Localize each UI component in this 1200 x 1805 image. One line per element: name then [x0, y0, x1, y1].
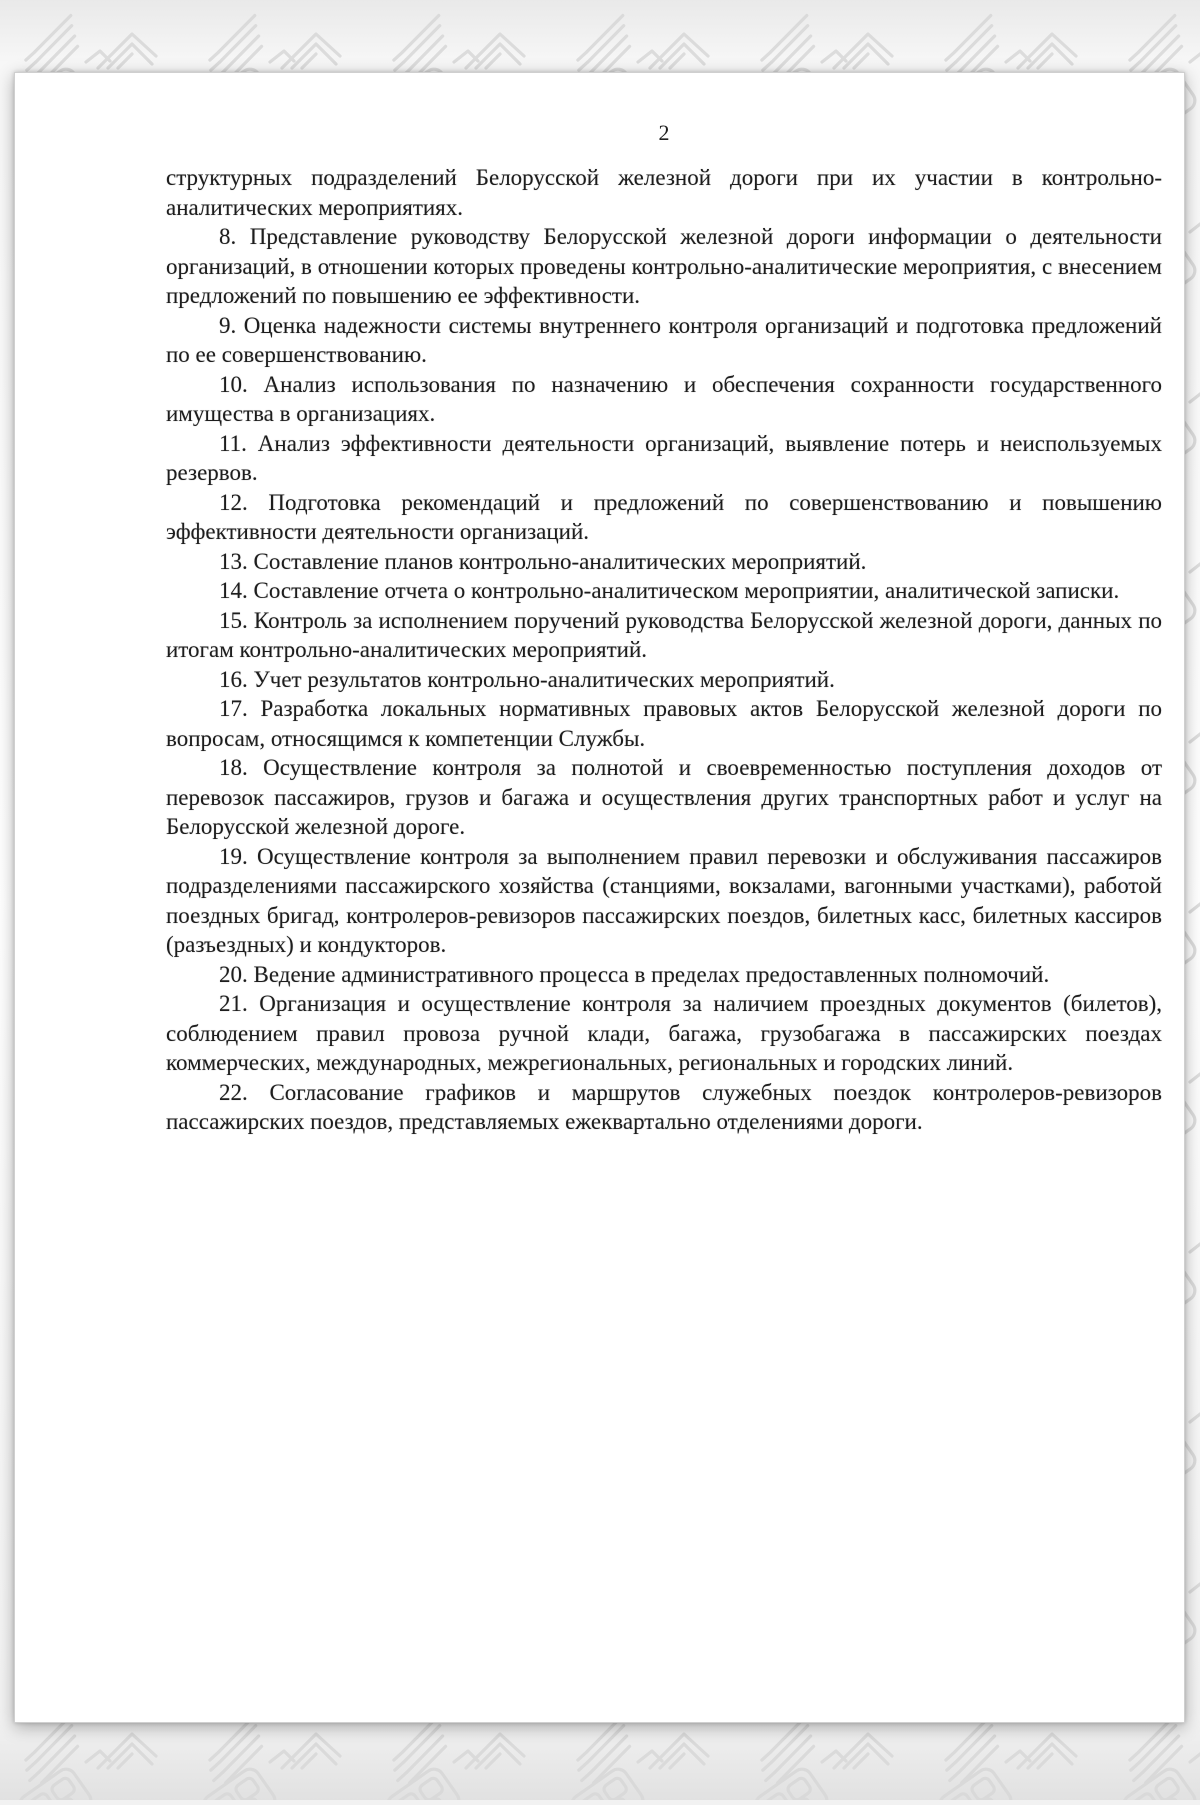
paragraph-item-13: 13. Составление планов контрольно-аналитических мероприятий. — [219, 548, 867, 574]
paragraph-item-12: 12. Подготовка рекомендаций и предложений по совершенствованию и повышению эффективности деятельности организаций. — [166, 489, 1162, 544]
paragraph-continuation: структурных подразделений Белорусской железной дороги при их участии в контрольно-аналитических мероприятиях. — [166, 165, 1162, 220]
paragraph-item-18: 18. Осуществление контроля за полнотой и своевременностью поступления доходов от перевозок пассажиров, грузов и багажа и осуществления других транспортных работ и услуг на Белорусской железной дороге. — [166, 755, 1162, 839]
document-body — [166, 163, 1162, 1137]
paragraph-item-9: 9. Оценка надежности системы внутреннего контроля организаций и подготовка предложений по ее совершенствованию. — [166, 312, 1162, 367]
paragraph-item-20: 20. Ведение административного процесса в пределах предоставленных полномочий. — [219, 961, 1050, 987]
paragraph-item-16: 16. Учет результатов контрольно-аналитических мероприятий. — [219, 666, 835, 692]
paragraph-item-11: 11. Анализ эффективности деятельности организаций, выявление потерь и неиспользуемых резервов. — [166, 430, 1162, 485]
paragraph-item-15: 15. Контроль за исполнением поручений руководства Белорусской железной дороги, данных по итогам контрольно-аналитических мероприятий. — [166, 607, 1162, 662]
paragraph-item-8: 8. Представление руководству Белорусской железной дороги информации о деятельности организаций, в отношении которых проведены контрольно-аналитические мероприятия, с внесением предложений по повышению ее эффективности. — [166, 224, 1162, 308]
paragraph-item-19: 19. Осуществление контроля за выполнением правил перевозки и обслуживания пассажиров подразделениями пассажирского хозяйства (станциями, вокзалами, вагонными участками), работой поездных бригад, контролеров-ревизоров пассажирских поездов, билетных касс, билетных кассиров (разъездных) и кондукторов. — [166, 843, 1162, 957]
paragraph-item-22: 22. Согласование графиков и маршрутов служебных поездок контролеров-ревизоров пассажирских поездов, представляемых ежеквартально отделениями дороги. — [166, 1079, 1162, 1134]
page-number: 2 — [658, 120, 670, 145]
paragraph-item-14: 14. Составление отчета о контрольно-аналитическом мероприятии, аналитической записки. — [219, 578, 1120, 603]
paragraph-item-21: 21. Организация и осуществление контроля за наличием проездных документов (билетов), соблюдением правил провоза ручной клади, багажа, грузобагажа в пассажирских поездах коммерческих, международных, межрегиональных, региональных и городских линий. — [166, 991, 1162, 1075]
paragraph-item-17: 17. Разработка локальных нормативных правовых актов Белорусской железной дороги по вопросам, относящимся к компетенции Службы. — [166, 696, 1162, 751]
paragraph-item-10: 10. Анализ использования по назначению и обеспечения сохранности государственного имущества в организациях. — [166, 371, 1162, 426]
document-page — [14, 72, 1185, 1723]
